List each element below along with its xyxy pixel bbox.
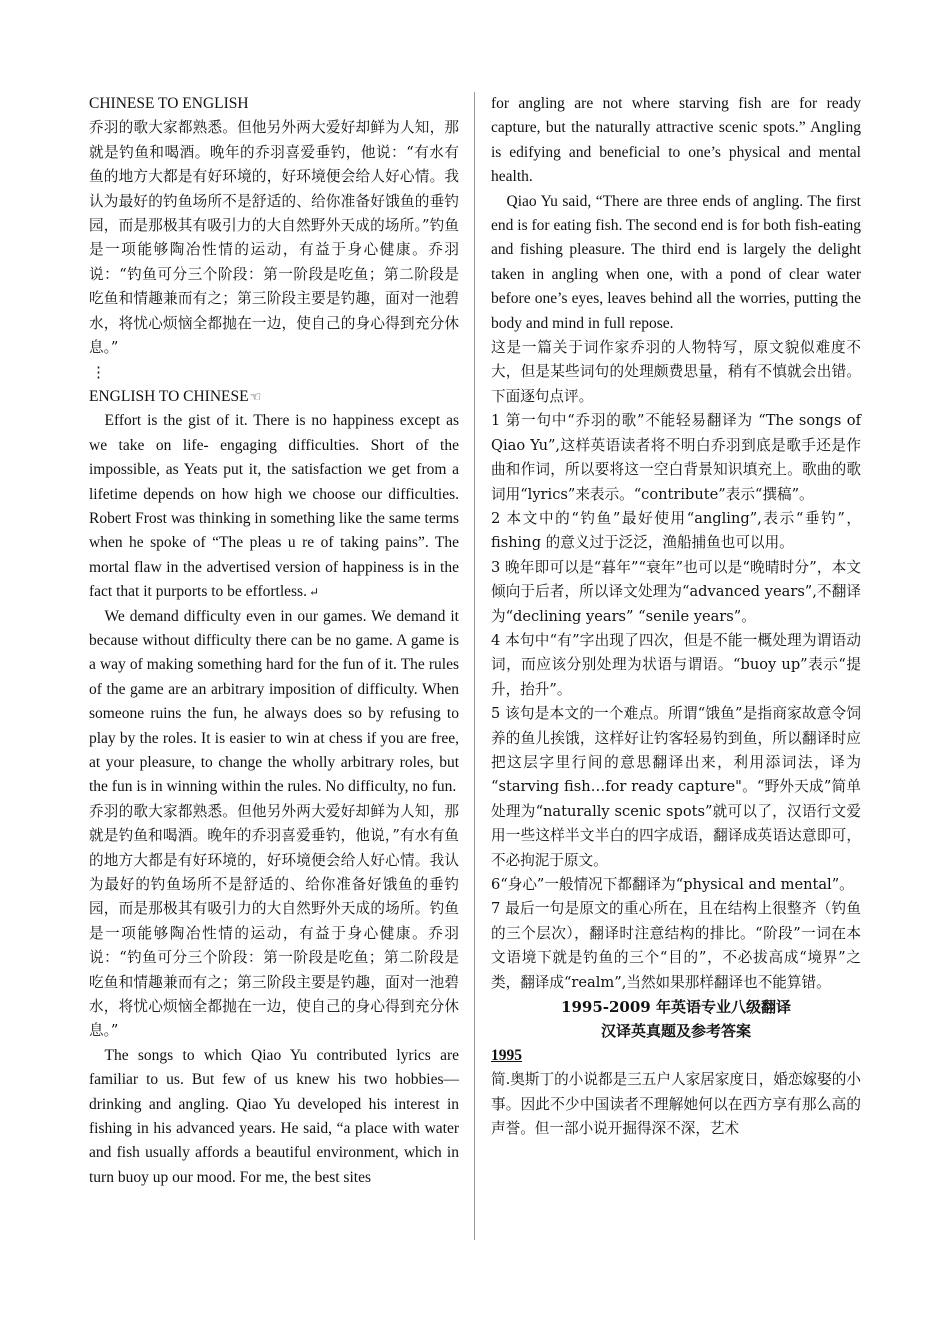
commentary-note: 2 本文中的“钓鱼”最好使用“angling”,表示“垂钓”，fishing 的意义过于泛泛，渔船捕鱼也可以用。 <box>491 509 861 552</box>
chinese-source-passage-2: 乔羽的歌大家都熟悉。但他另外两大爱好却鲜为人知，那就是钓鱼和喝酒。晚年的乔羽喜爱垂钓，他说，”有水有鱼的地方大都是有好环境的，好环境便会给人好心情。我认为最好的钓鱼场所不是舒适的、给你准备好饿鱼的垂钓园，而是那极其有吸引力的大自然野外天成的场所。钓鱼是一项能够陶冶性情的运动，有益于身心健康。乔羽说：“钓鱼可分三个阶段：第一阶段是吃鱼；第二阶段是吃鱼和情趣兼而有之；第三阶段主要是钓趣，面对一池碧水，将忧心烦恼全都抛在一边，使自己的身心得到充分休息。” <box>89 802 459 1040</box>
right-column <box>491 92 861 1141</box>
commentary-note: 4 本句中“有”字出现了四次，但是不能一概处理为谓语动词，而应该分别处理为状语与谓语。“buoy up”表示“提升，抬升”。 <box>491 631 861 698</box>
commentary-intro: 这是一篇关于词作家乔羽的人物特写，原文貌似难度不大，但是某些词句的处理颇费思量，稍有不慎就会出错。下面逐句点评。 <box>491 339 861 405</box>
section-title-line-2: 汉译英真题及参考答案 <box>600 1022 751 1041</box>
english-translation-continued: for angling are not where starving fish are for ready capture, but the naturally attractive scenic spots.” Angling is edifying and beneficial to one’s physical and mental health. <box>491 95 861 186</box>
english-source-paragraph-2: We demand difficulty even in our games. We demand it because without difficulty there can be no game. A game is a way of making something hard for the fun of it. The rules of the game are an arbitrary imposition of difficulty. When someone ruins the fun, he always does so by refusing to play by the roles. It is easier to win at chess if you are free, at your pleasure, to change the wholly arbitrary roles, but the fun is in winning within the rules. No difficulty, no fun. <box>89 607 459 796</box>
section-title-line-1: 1995-2009 年英语专业八级翻译 <box>561 998 791 1017</box>
commentary-note: 3 晚年即可以是“暮年”“衰年”也可以是“晚晴时分”，本文倾向于后者，所以译文处理为“advanced years”,不翻译为“declining years” “senile years”。 <box>491 558 861 625</box>
commentary-note: 5 该句是本文的一个难点。所谓“饿鱼”是指商家故意令饲养的鱼儿挨饿，这样好让钓客轻易钓到鱼，所以翻译时应把这层字里行间的意思翻译出来，利用添词法，译为 “starving fish…for ready capture"。“野外天成”简单处理为“naturally scenic spots”就可以了，汉语行文爱用一些这样半文半白的四字成语，翻译成英语达意即可，不必拘泥于原文。 <box>491 705 861 869</box>
heading-chinese-to-english: CHINESE TO ENGLISH <box>89 95 249 112</box>
commentary-note: 7 最后一句是原文的重心所在，且在结构上很整齐（钓鱼的三个层次），翻译时注意结构的排比。“阶段”一词在本文语境下就是钓鱼的三个“目的”，不必拔高成“境界”之类，翻译成“realm”,当然如果那样翻译也不能算错。 <box>491 900 861 991</box>
column-divider <box>474 92 475 1240</box>
commentary-note: 6“身心”一般情况下都翻译为“physical and mental”。 <box>491 876 854 893</box>
english-translation-paragraph-2: Qiao Yu said, “There are three ends of angling. The first end is for eating fish. The second end is for both fish-eating and fishing pleasure. The third end is largely the delight taken in angling when one, with a pond of clear water before one’s eyes, leaves behind all the worries, putting the body and mind in full repose. <box>491 192 861 332</box>
year-heading-1995: 1995 <box>491 1046 522 1064</box>
commentary-note: 1 第一句中“乔羽的歌”不能轻易翻译为 “The songs of Qiao Yu”,这样英语读者将不明白乔羽到底是歌手还是作曲和作词，所以要将这一空白背景知识填充上。歌曲的歌词用“lyrics”来表示。“contribute”表示“撰稿”。 <box>491 412 861 503</box>
heading-english-to-chinese-row <box>89 385 459 409</box>
left-column <box>89 92 459 1190</box>
chinese-source-passage-1: 乔羽的歌大家都熟悉。但他另外两大爱好却鲜为人知，那就是钓鱼和喝酒。晚年的乔羽喜爱垂钓，他说：“有水有鱼的地方大都是有好环境的，好环境便会给人好心情。我认为最好的钓鱼场所不是舒适的、给你准备好饿鱼的垂钓园，而是那极其有吸引力的大自然野外天成的场所。”钓鱼是一项能够陶冶性情的运动，有益于身心健康。乔羽说：“钓鱼可分三个阶段：第一阶段是吃鱼；第二阶段是吃鱼和情趣兼而有之；第三阶段主要是钓趣，面对一池碧水，将忧心烦恼全都抛在一边，使自己的身心得到充分休息。” <box>89 119 459 357</box>
english-paragraph-1-text: Effort is the gist of it. There is no happiness except as we take on life- engaging difficulties. Short of the impossible, as Yeats put it, the satisfaction we get from a lifetime depends on how high we choose our difficulties. Robert Frost was thinking in something like the same terms when he spoke of “The pleas u re of taking pains”. The mortal flaw in the advertised version of happiness is in the fact that it purports to be effortless. <box>89 412 459 601</box>
pointing-hand-icon: ☜ <box>249 388 262 404</box>
heading-english-to-chinese: ENGLISH TO CHINESE <box>89 387 249 405</box>
vertical-ellipsis-separator: ⋮ <box>91 363 106 382</box>
chinese-passage-1995: 简.奥斯丁的小说都是三五户人家居家度日，婚恋嫁娶的小事。因此不少中国读者不理解她何以在西方享有那么高的声誉。但一部小说开掘得深不深，艺术 <box>491 1071 861 1138</box>
paragraph-mark: ↵ <box>308 585 320 600</box>
english-translation-paragraph-1: The songs to which Qiao Yu contributed lyrics are familiar to us. But few of us knew his two hobbies—drinking and angling. Qiao Yu developed his interest in fishing in his advanced years. He said, “a place with water and fish usually affords a beautiful environment, which in turn buoy up our mood. For me, the best sites <box>89 1046 459 1186</box>
english-source-paragraph-1 <box>89 409 459 604</box>
